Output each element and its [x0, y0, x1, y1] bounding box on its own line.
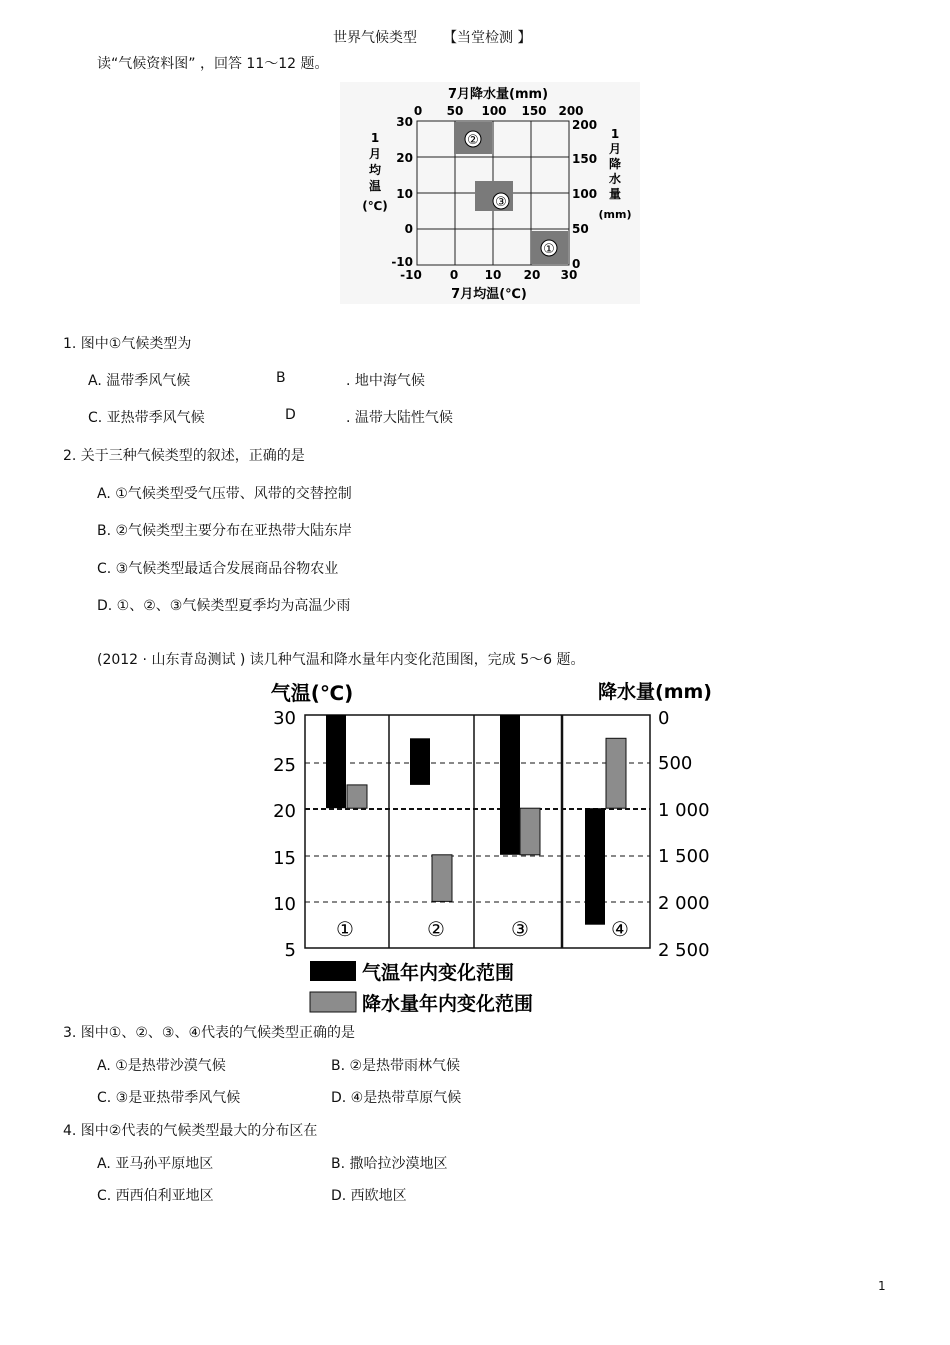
chart1-right-tick: 50 — [572, 222, 589, 236]
q3-option-d[interactable]: D. ④是热带草原气候 — [331, 1090, 462, 1106]
temp-range-bar — [410, 738, 430, 785]
chart2-left-tick: 5 — [284, 940, 296, 961]
q3-option-b[interactable]: B. ②是热带雨林气候 — [331, 1058, 461, 1074]
q1-option-c[interactable]: C. 亚热带季风气候 — [88, 410, 205, 426]
panel-label-3: ③ — [511, 917, 529, 941]
page-title — [333, 27, 531, 47]
intro-text: 读“气候资料图” ，回答 11～12 题。 — [97, 56, 329, 72]
chart2-right-tick: 500 — [658, 753, 693, 774]
marker-label-2: ② — [467, 133, 479, 148]
chart2-right-tick: 1 500 — [658, 846, 710, 867]
chart2-right-tick: 2 500 — [658, 940, 710, 961]
temp-range-bar — [500, 715, 520, 855]
chart1-right-label-char: (mm) — [598, 208, 632, 221]
legend-precip-swatch — [310, 992, 356, 1012]
chart1-top-axis-label: 7月降水量(mm) — [447, 87, 549, 102]
chart1-right-tick: 200 — [572, 118, 598, 132]
q1-option-b[interactable]: . 地中海气候 — [346, 373, 425, 389]
chart1-right-tick: 100 — [572, 187, 598, 201]
q3-option-c[interactable]: C. ③是亚热带季风气候 — [97, 1090, 241, 1106]
chart1-bottom-tick: 30 — [560, 268, 578, 282]
precip-range-bar — [606, 738, 626, 808]
chart1-top-tick: 0 — [413, 104, 423, 118]
q1-option-b-letter[interactable]: B — [276, 370, 286, 386]
chart2-left-title: 气温(℃) — [270, 681, 354, 705]
chart2-left-tick: 20 — [273, 801, 296, 822]
title-text: 世界气候类型 — [333, 30, 417, 46]
chart2-right-tick: 0 — [658, 708, 670, 729]
panel-label-2: ② — [427, 917, 445, 941]
chart2-bars — [326, 715, 626, 925]
q3-option-a[interactable]: A. ①是热带沙漠气候 — [97, 1058, 226, 1074]
panel-label-4: ④ — [611, 917, 629, 941]
q2-option-d[interactable]: D. ①、②、③气候类型夏季均为高温少雨 — [97, 598, 351, 614]
chart1-left-label-char: (℃) — [362, 199, 388, 213]
q2-option-b[interactable]: B. ②气候类型主要分布在亚热带大陆东岸 — [97, 523, 353, 539]
chart1-bottom-tick: 0 — [449, 268, 459, 282]
q4-option-d[interactable]: D. 西欧地区 — [331, 1188, 407, 1204]
chart1-bottom-tick: 20 — [523, 268, 541, 282]
chart1-right-label-char: 1 — [610, 127, 620, 141]
marker-label-1: ① — [543, 242, 555, 257]
chart1-left-label-char: 温 — [368, 179, 382, 193]
chart2-left-tick: 15 — [273, 848, 296, 869]
question-4-stem: 4. 图中②代表的气候类型最大的分布区在 — [63, 1123, 318, 1139]
panel-label-1: ① — [336, 917, 354, 941]
chart1-left-tick: -10 — [391, 255, 413, 269]
chart1-left-tick: 20 — [396, 151, 413, 165]
q1-option-d[interactable]: . 温带大陆性气候 — [346, 410, 453, 426]
chart1-top-tick: 100 — [481, 104, 507, 118]
precip-range-bar — [520, 808, 540, 855]
q1-option-d-letter[interactable]: D — [285, 407, 296, 423]
precip-range-bar — [347, 785, 367, 808]
chart2-right-tick: 1 000 — [658, 800, 710, 821]
chart1-bottom-axis-label: 7月均温(℃) — [451, 287, 527, 302]
chart1-right-label-char: 量 — [608, 187, 622, 201]
question-3-stem: 3. 图中①、②、③、④代表的气候类型正确的是 — [63, 1025, 356, 1041]
chart1-left-tick: 10 — [396, 187, 413, 201]
q2-option-a[interactable]: A. ①气候类型受气压带、风带的交替控制 — [97, 486, 352, 502]
temp-precip-range-chart — [265, 675, 720, 1020]
chart1-left-label-char: 月 — [368, 147, 382, 161]
chart1-right-label-char: 水 — [608, 172, 622, 186]
q4-option-b[interactable]: B. 撒哈拉沙漠地区 — [331, 1156, 448, 1172]
legend-precip-label: 降水量年内变化范围 — [362, 993, 534, 1015]
chart1-right-label-char: 月 — [608, 142, 622, 156]
q4-option-a[interactable]: A. 亚马孙平原地区 — [97, 1156, 214, 1172]
precip-range-bar — [432, 855, 452, 902]
legend-temp-swatch — [310, 961, 356, 981]
question-2-stem: 2. 关于三种气候类型的叙述，正确的是 — [63, 448, 305, 464]
chart1-left-label-char: 1 — [370, 131, 380, 145]
chart1-right-tick: 150 — [572, 152, 598, 166]
chart2-left-tick: 10 — [273, 894, 296, 915]
chart1-right-tick: 0 — [572, 257, 581, 271]
chart1-left-tick: 30 — [396, 115, 413, 129]
chart1-right-label-char: 降 — [608, 157, 622, 171]
q2-option-c[interactable]: C. ③气候类型最适合发展商品谷物农业 — [97, 561, 339, 577]
chart1-left-label-char: 均 — [368, 163, 382, 177]
chart1-bottom-tick: -10 — [400, 268, 422, 282]
q1-option-a[interactable]: A. 温带季风气候 — [88, 373, 191, 389]
chart2-left-tick: 30 — [273, 708, 296, 729]
chart1-left-tick: 0 — [404, 222, 413, 236]
chart2-left-tick: 25 — [273, 755, 296, 776]
climate-data-chart — [340, 80, 645, 305]
chart1-top-tick: 50 — [446, 104, 464, 118]
q4-option-c[interactable]: C. 西西伯利亚地区 — [97, 1188, 214, 1204]
chart1-bottom-tick: 10 — [484, 268, 502, 282]
chart2-right-tick: 2 000 — [658, 893, 710, 914]
marker-label-3: ③ — [495, 195, 507, 210]
chart1-top-tick: 150 — [521, 104, 547, 118]
chart1-top-tick: 200 — [558, 104, 584, 118]
temp-range-bar — [326, 715, 346, 808]
intro-2-text: (2012 · 山东青岛测试 ) 读几种气温和降水量年内变化范围图，完成 5～6 题。 — [97, 652, 585, 668]
legend-temp-label: 气温年内变化范围 — [362, 962, 515, 984]
chart2-right-title: 降水量(mm) — [598, 681, 712, 703]
question-1-stem: 1. 图中①气候类型为 — [63, 336, 192, 352]
temp-range-bar — [585, 808, 605, 925]
title-tag: 【当堂检测 】 — [443, 30, 532, 46]
page-number: 1 — [878, 1279, 886, 1293]
